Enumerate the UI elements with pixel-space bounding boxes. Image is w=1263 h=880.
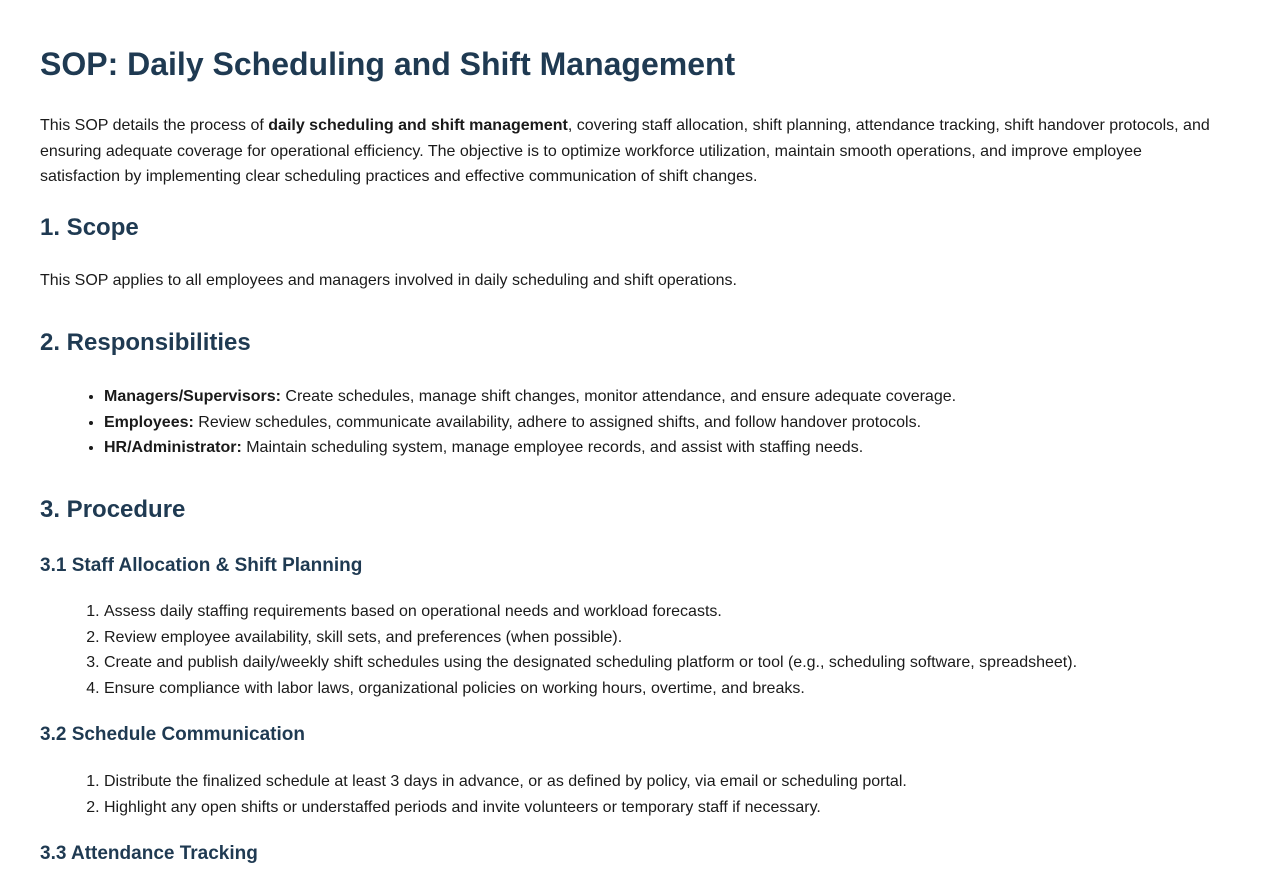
section-heading-3-2: 3.2 Schedule Communication — [40, 724, 305, 745]
role-description: Review schedules, communicate availability, adhere to assigned shifts, and follow handover protocols. — [193, 413, 922, 431]
role-description: Create schedules, manage shift changes, monitor attendance, and ensure adequate coverage. — [280, 388, 957, 405]
scope-text: This SOP applies to all employees and managers involved in daily scheduling and shift operations. — [40, 272, 737, 289]
list-item — [104, 384, 956, 410]
section-heading-3-1: 3.1 Staff Allocation & Shift Planning — [40, 555, 363, 576]
intro-text-start: This SOP details the process of — [40, 117, 269, 134]
role-description: Maintain scheduling system, manage employee records, and assist with staffing needs. — [241, 439, 864, 456]
list-item: 3. Create and publish daily/weekly shift schedules using the designated scheduling platform or tool (e.g., scheduling software, spreadsheet). — [104, 650, 1077, 676]
responsibilities-list — [40, 384, 956, 461]
procedure-heading: 3. Procedure — [40, 496, 186, 523]
section-heading-3-3: 3.3 Attendance Tracking — [40, 843, 258, 864]
scope-heading: 1. Scope — [40, 214, 139, 241]
list-item — [104, 410, 956, 436]
list-item — [104, 435, 956, 461]
list-item: 1. Distribute the finalized schedule at least 3 days in advance, or as defined by policy, via email or scheduling portal. — [104, 769, 907, 795]
list-item: 2. Review employee availability, skill sets, and preferences (when possible). — [104, 625, 1077, 651]
role-label: Employees: — [104, 413, 194, 431]
intro-text-end: , covering staff allocation, shift planning, attendance tracking, shift handover protocols, and ensuring adequate coverage for operational efficiency. The objective is to optimize workforce utilization, maintain smooth operations, and improve employee satisfaction by implementing clear scheduling practices and effective communication of shift changes. — [40, 117, 1210, 185]
intro-text-bold: daily scheduling and shift management — [268, 117, 568, 134]
role-label: HR/Administrator: — [104, 439, 242, 456]
responsibilities-heading: 2. Responsibilities — [40, 329, 251, 356]
list-item: 4. Ensure compliance with labor laws, organizational policies on working hours, overtime, and breaks. — [104, 676, 1077, 702]
steps-list-3-2 — [40, 769, 907, 820]
role-label: Managers/Supervisors: — [104, 388, 281, 405]
intro-paragraph — [40, 113, 1225, 190]
steps-list-3-1 — [40, 599, 1077, 701]
list-item: 1. Assess daily staffing requirements based on operational needs and workload forecasts. — [104, 599, 1077, 625]
list-item: 2. Highlight any open shifts or understaffed periods and invite volunteers or temporary staff if necessary. — [104, 795, 907, 821]
page-title: SOP: Daily Scheduling and Shift Management — [40, 46, 736, 82]
